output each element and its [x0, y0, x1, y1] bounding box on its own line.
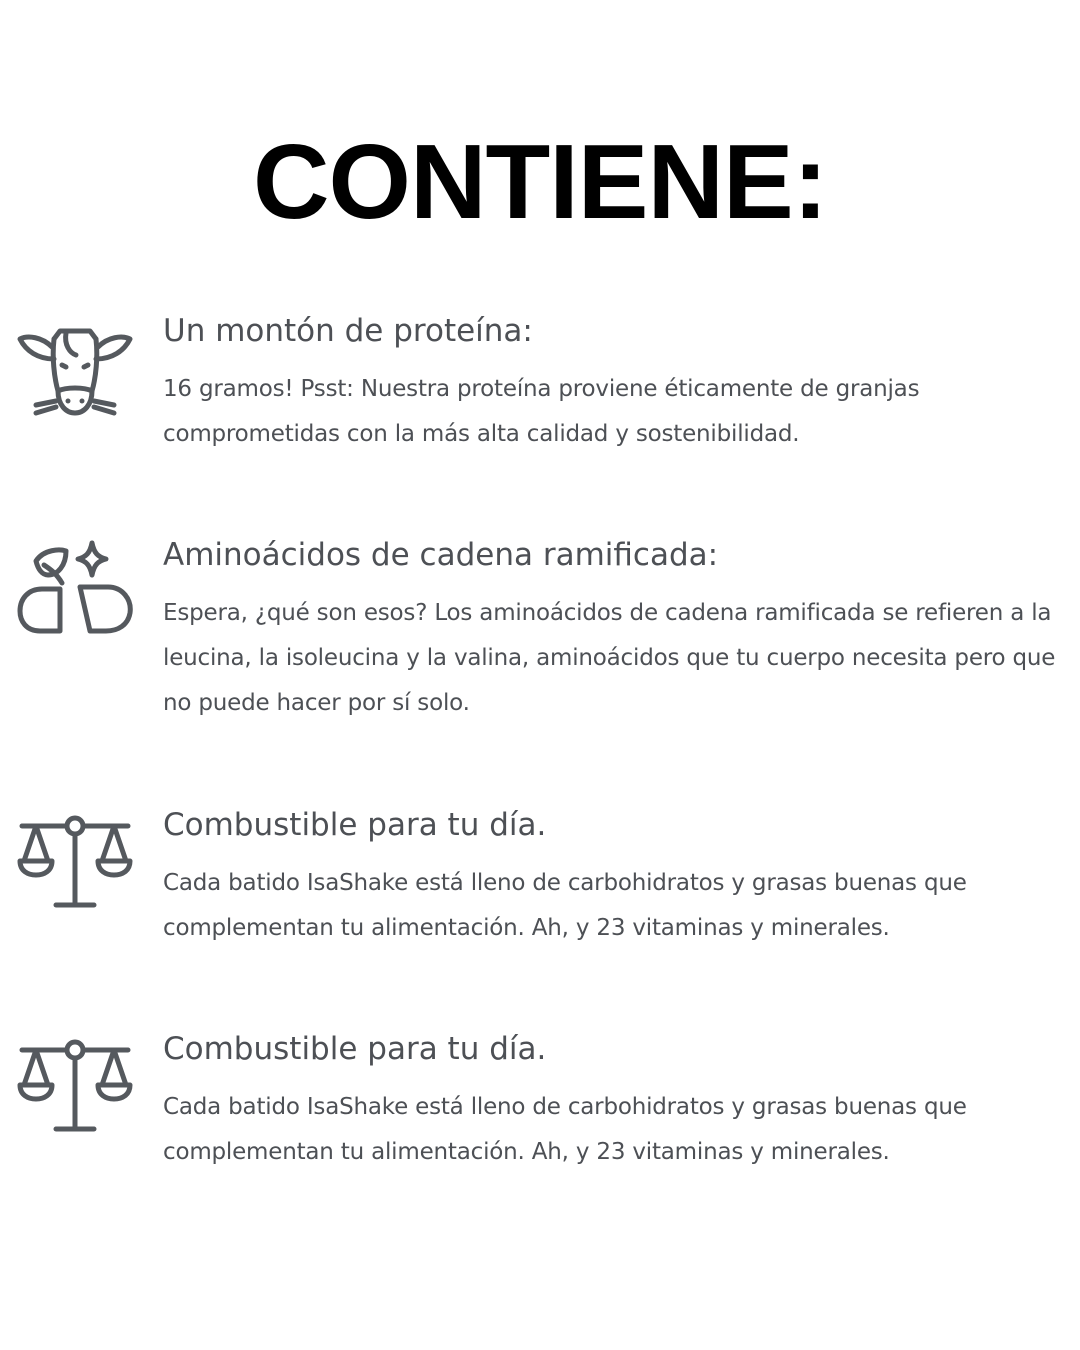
- feature-body: Espera, ¿qué son esos? Los aminoácidos de cadena ramificada se refieren a la leucina, la isoleucina y la valina, aminoácidos que tu cuerpo necesita pero que no puede hacer por sí solo.: [163, 600, 1056, 716]
- feature-body: Cada batido IsaShake está lleno de carbohidratos y grasas buenas que complementan tu alimentación. Ah, y 23 vitaminas y minerales.: [163, 1094, 967, 1165]
- feature-heading: Combustible para tu día.: [163, 807, 547, 843]
- balance-scale-icon: [14, 1037, 136, 1137]
- feature-heading: Un montón de proteína:: [163, 313, 533, 349]
- feature-body: 16 gramos! Psst: Nuestra proteína proviene éticamente de granjas comprometidas con la más alta calidad y sostenibilidad.: [163, 376, 920, 447]
- balance-scale-icon: [14, 813, 136, 913]
- capsule-leaf-icon: [14, 539, 136, 639]
- feature-heading: Aminoácidos de cadena ramificada:: [163, 537, 719, 573]
- feature-heading: Combustible para tu día.: [163, 1031, 547, 1067]
- feature-body: Cada batido IsaShake está lleno de carbohidratos y grasas buenas que complementan tu alimentación. Ah, y 23 vitaminas y minerales.: [163, 870, 967, 941]
- cow-icon: [14, 317, 136, 417]
- page-title: CONTIENE:: [253, 123, 827, 241]
